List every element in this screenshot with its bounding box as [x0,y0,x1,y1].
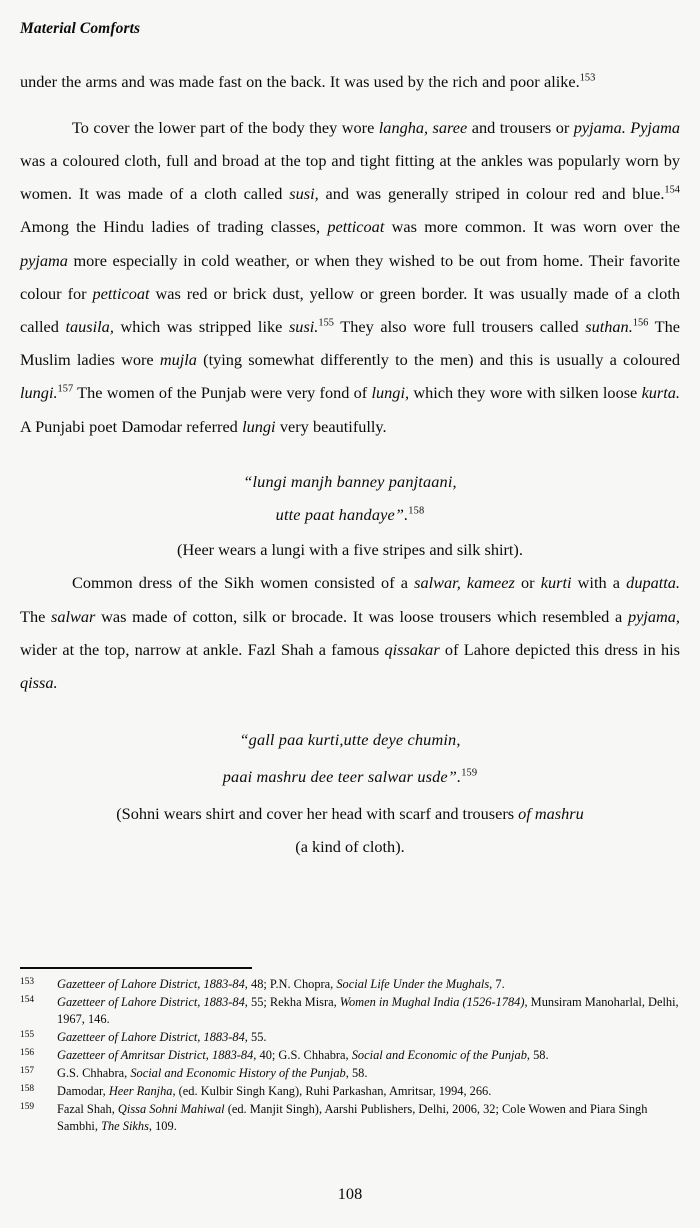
footnote-title: Social Life Under the Mughals [336,977,490,991]
text-run: which they wore with silken loose [409,383,642,403]
gloss-text-run: (Sohni wears shirt and cover her head with scarf and trousers [116,804,519,824]
footnote-title: The Sikhs [101,1119,149,1134]
verse-line-2-text: utte paat handaye”. [275,505,409,525]
footnote-title: Gazetteer of Lahore District, 1883-84 [57,994,245,1009]
footnote-number[interactable]: 157 [20,1066,35,1077]
footnote-number[interactable]: 155 [20,1030,35,1041]
footnote-number[interactable]: 153 [20,977,35,987]
footnote-title: Qissa Sohni Mahiwal [117,1101,225,1116]
text-run: The women of the Punjab were very fond of [73,383,372,403]
term-mashru: of mashru [518,804,584,824]
footnote-item [20,1083,680,1100]
term-salwar: salwar [51,606,96,626]
verse-line-1: “lungi manjh banney panjtaani, [243,471,457,491]
footnote-text-run: (ed. Manjit Singh), Aarshi Publishers, Delhi, 2006, 32; Cole Wowen and Piara Singh Sambhi, [57,1101,648,1134]
footnote-ref-156[interactable]: 156 [632,317,649,329]
term-suthan: suthan. [585,317,633,337]
footnote-title: Gazetteer of Lahore District, 1883-84 [57,977,245,991]
footnote-ref-154[interactable]: 154 [664,184,680,196]
term-lungi-3: lungi [242,416,276,436]
footnote-ref-153[interactable]: 153 [579,72,596,84]
footnote-title: Women in Mughal India (1526-1784) [339,994,525,1009]
text-run: was red or brick dust, yellow or green border. It was usually made of a cloth called [20,283,680,337]
footnote-text-run: , 58. [345,1066,368,1081]
footnote-list [20,976,680,1136]
text-run: or [514,573,541,593]
footnote-ref-155[interactable]: 155 [318,317,334,329]
text-run: very beautifully. [275,416,387,436]
footnote-text-run: , 58. [526,1048,549,1063]
text-run: A Punjabi poet Damodar referred [20,416,243,436]
footnote-text-run: G.S. Chhabra, [57,1066,131,1081]
verse-block-damodar [20,465,680,531]
text-run: with a [571,573,627,593]
text-run: was more common. It was worn over the [384,217,680,237]
verse2-gloss-line-1 [20,797,680,830]
footnote-text-run: , 40; G.S. Chhabra, [253,1048,352,1063]
term-kurti: kurti [540,573,572,593]
term-tausila: tausila, [65,317,114,337]
footnote-number[interactable]: 158 [20,1083,35,1094]
paragraph-continuation [20,65,680,98]
term-susi-2: susi. [288,317,319,337]
footnote-text-run: , 55; Rekha Misra, [244,994,340,1009]
footnote-item [20,976,680,993]
footnote-title: Gazetteer of Lahore District, 1883-84 [57,1030,245,1045]
term-langha-saree: langha, saree [378,117,468,137]
term-pyjama-3: pyjama, [628,606,680,626]
term-kurta: kurta. [641,383,680,403]
footnote-item [20,994,680,1029]
footnote-number[interactable]: 156 [20,1048,35,1059]
footnotes-section [20,967,680,1136]
footnote-item [20,1029,680,1046]
paragraph-text: under the arms and was made fast on the back. It was used by the rich and poor alike. [20,71,580,91]
text-run: The [20,606,52,626]
term-dupatta: dupatta. [626,573,680,593]
footnote-ref-157[interactable]: 157 [57,384,74,395]
text-run: Common dress of the Sikh women consisted of a [72,573,415,593]
running-head: Material Comforts [20,20,141,37]
term-lungi-2: lungi, [371,383,410,403]
text-run: was a coloured cloth, full and broad at the top and tight fitting at the ankles was popularly worn by women. It was made of a cloth called [20,151,680,204]
footnote-ref-158[interactable]: 158 [408,505,425,517]
text-run: (tying somewhat differently to the men) and this is usually a coloured [196,350,680,370]
term-mujla: mujla [159,350,197,370]
verse2-gloss-line-2: (a kind of cloth). [295,837,405,857]
text-run: was made of cotton, silk or brocade. It was loose trousers which resembled a [95,606,628,626]
text-run: Among the Hindu ladies of trading classes, [20,217,328,237]
text-run: They also wore full trousers called [333,317,586,337]
text-run: and trousers or [467,117,574,137]
footnote-title: Heer Ranjha, [108,1083,176,1098]
footnote-item [20,1101,680,1136]
verse-block-fazal-shah [20,721,680,795]
paragraph-sikh-women-dress [20,566,680,699]
footnote-text-run: (ed. Kulbir Singh Kang), Ruhi Parkashan, Amritsar, 1994, 266. [175,1083,492,1098]
footnote-text-run: , Munsiram Manoharlal, Delhi, 1967, 146. [57,994,679,1027]
text-run: more especially in cold weather, or when they wished to be out from home. Their favorite colour for [20,250,680,303]
term-pyjama-2: pyjama [20,250,68,270]
text-run: To cover the lower part of the body they wore [72,117,379,137]
term-salwar-kameez: salwar, kameez [414,573,515,593]
footnote-text-run: , 48; P.N. Chopra, [244,977,337,991]
text-run: The Muslim ladies wore [20,317,680,370]
verse2-line-2 [20,758,680,795]
paragraph-lower-body-dress [20,111,680,443]
verse-gloss-heer: (Heer wears a lungi with a five stripes and silk shirt). [177,540,523,560]
page-number: 108 [337,1184,363,1203]
text-run: wider at the top, narrow at ankle. Fazl Shah a famous [20,639,385,659]
footnote-title: Gazetteer of Amritsar District, 1883-84 [57,1048,254,1063]
term-qissakar: qissakar [384,639,440,659]
footnote-text-run: Fazal Shah, [57,1101,118,1116]
footnote-number[interactable]: 159 [20,1101,35,1112]
footnote-title: Social and Economic History of the Punjab [130,1066,346,1081]
body-text [20,65,680,864]
term-lungi: lungi. [20,383,58,403]
verse-line-2 [20,498,680,531]
text-run: which was stripped like [113,317,289,337]
footnote-ref-159[interactable]: 159 [461,767,478,779]
text-run: and was generally striped in colour red and blue. [318,184,665,204]
footnote-number[interactable]: 154 [20,994,35,1005]
footnote-text-run: Damodar, [57,1083,109,1098]
footnote-text-run: , 55. [244,1030,267,1045]
footnote-separator-rule [20,967,252,969]
verse2-line-1: “gall paa kurti,utte deye chumin, [239,730,461,750]
term-petticoat: petticoat [327,217,385,237]
term-qissa: qissa. [20,673,58,693]
footnote-item [20,1047,680,1064]
verse2-line-2-text: paai mashru dee teer salwar usde”. [222,767,462,787]
footnote-title: Social and Economic of the Punjab [351,1048,527,1063]
footnote-text-run: , 109. [148,1119,177,1134]
term-pyjama: pyjama. Pyjama [573,117,680,137]
footnote-text-run: , 7. [489,977,505,991]
term-susi: susi, [289,184,319,204]
footnote-item [20,1065,680,1082]
text-run: of Lahore depicted this dress in his [439,639,680,659]
term-petticoat-2: petticoat [92,283,150,303]
